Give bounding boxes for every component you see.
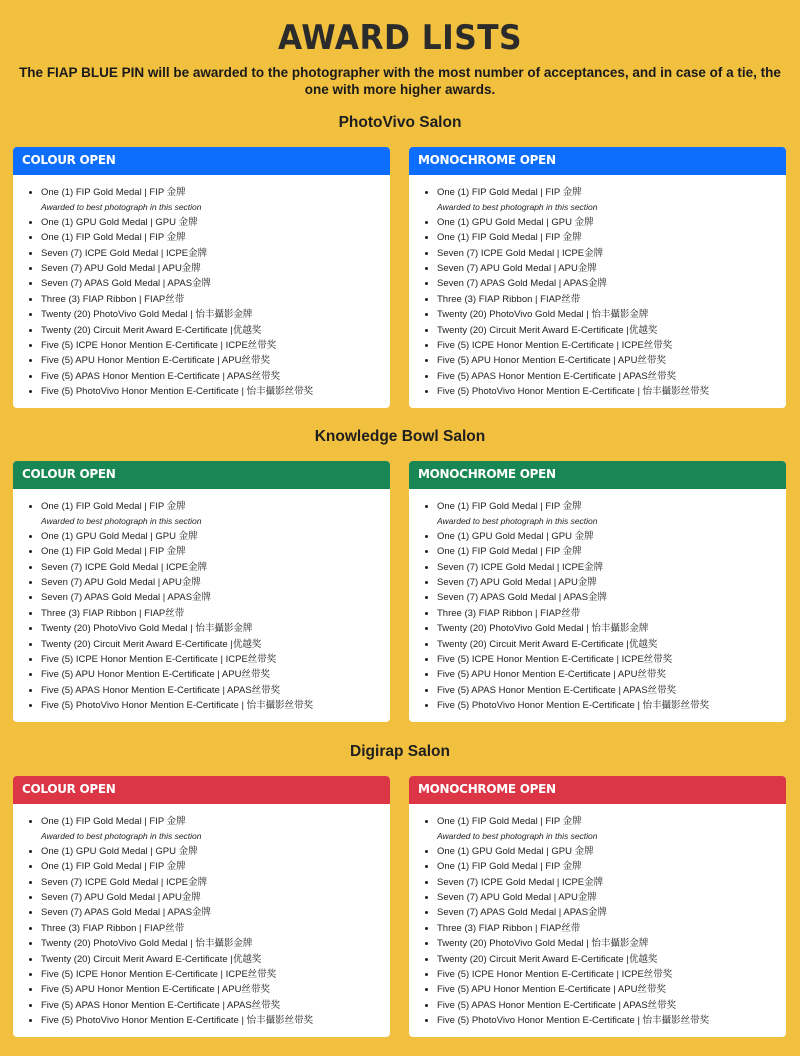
award-item xyxy=(437,307,786,322)
award-item-text: Five (5) PhotoVivo Honor Mention E-Certificate | 怡丰攝影丝带奖 xyxy=(437,386,710,398)
award-item-text: Five (5) APAS Honor Mention E-Certificate | APAS丝带奖 xyxy=(41,999,281,1011)
award-item-text: Three (3) FIAP Ribbon | FIAP丝带 xyxy=(437,607,581,619)
award-item xyxy=(41,499,390,529)
award-item-text: Five (5) APU Honor Mention E-Certificate | APU丝带奖 xyxy=(41,355,270,367)
award-card-photovivo-colour xyxy=(13,147,390,408)
award-item-text: One (1) FIP Gold Medal | FIP 金牌 xyxy=(41,232,186,244)
award-item-text: Five (5) APU Honor Mention E-Certificate | APU丝带奖 xyxy=(437,355,666,367)
award-item xyxy=(41,575,390,590)
award-item xyxy=(437,560,786,575)
award-item-text: Seven (7) APAS Gold Medal | APAS金牌 xyxy=(437,592,608,604)
award-item-text: Three (3) FIAP Ribbon | FIAP丝带 xyxy=(41,607,185,619)
award-item xyxy=(437,1013,786,1028)
award-item xyxy=(437,859,786,874)
award-item-text: Seven (7) APU Gold Medal | APU金牌 xyxy=(437,892,597,904)
card-header: MONOCHROME OPEN xyxy=(409,147,786,175)
award-item xyxy=(437,323,786,338)
award-item-text: Seven (7) ICPE Gold Medal | ICPE金牌 xyxy=(437,247,604,259)
award-note: Awarded to best photograph in this section xyxy=(41,202,202,213)
award-item xyxy=(41,875,390,890)
award-item xyxy=(41,637,390,652)
award-item xyxy=(437,844,786,859)
award-item-text: One (1) GPU Gold Medal | GPU 金牌 xyxy=(41,530,198,542)
award-item xyxy=(437,875,786,890)
award-item xyxy=(41,185,390,215)
award-item-text: Five (5) PhotoVivo Honor Mention E-Certificate | 怡丰攝影丝带奖 xyxy=(437,1015,710,1027)
award-item xyxy=(41,369,390,384)
card-body xyxy=(409,489,786,714)
intro-text: The FIAP BLUE PIN will be awarded to the photographer with the most number of acceptances, and in case of a tie, the one with more higher awards. xyxy=(19,65,781,97)
award-item xyxy=(41,667,390,682)
award-item xyxy=(437,230,786,245)
award-list xyxy=(39,499,390,714)
award-item xyxy=(41,936,390,951)
award-item xyxy=(437,369,786,384)
award-item-text: Five (5) ICPE Honor Mention E-Certificate | ICPE丝带奖 xyxy=(437,654,673,666)
award-item xyxy=(41,683,390,698)
award-item xyxy=(437,921,786,936)
award-item-text: One (1) GPU Gold Medal | GPU 金牌 xyxy=(41,845,198,857)
award-item-text: Seven (7) APAS Gold Medal | APAS金牌 xyxy=(41,907,212,919)
card-body xyxy=(13,489,390,714)
award-item xyxy=(437,261,786,276)
award-item-text: Five (5) ICPE Honor Mention E-Certificate | ICPE丝带奖 xyxy=(41,340,277,352)
award-item xyxy=(41,261,390,276)
award-item xyxy=(437,276,786,291)
award-item xyxy=(41,1013,390,1028)
award-item xyxy=(437,667,786,682)
award-item-text: One (1) GPU Gold Medal | GPU 金牌 xyxy=(41,216,198,228)
award-card-photovivo-mono xyxy=(409,147,786,408)
salon-heading-knowledge-bowl: Knowledge Bowl Salon xyxy=(314,428,486,445)
award-item xyxy=(41,905,390,920)
award-item-text: Five (5) APU Honor Mention E-Certificate | APU丝带奖 xyxy=(41,669,270,681)
card-header: COLOUR OPEN xyxy=(13,776,390,804)
award-item-text: Five (5) APU Honor Mention E-Certificate | APU丝带奖 xyxy=(437,984,666,996)
award-item-text: Twenty (20) Circuit Merit Award E-Certificate |优越奖 xyxy=(41,953,262,965)
award-item xyxy=(41,215,390,230)
award-item xyxy=(437,529,786,544)
award-item xyxy=(437,590,786,605)
award-item-text: Five (5) APAS Honor Mention E-Certificate | APAS丝带奖 xyxy=(41,370,281,382)
award-item xyxy=(41,998,390,1013)
card-body xyxy=(13,175,390,400)
award-item xyxy=(41,307,390,322)
award-card-digirap-mono xyxy=(409,776,786,1037)
award-item-text: One (1) FIP Gold Medal | FIP 金牌 xyxy=(41,187,186,198)
award-item-text: Twenty (20) Circuit Merit Award E-Certificate |优越奖 xyxy=(41,638,262,650)
award-item xyxy=(41,606,390,621)
award-item xyxy=(41,323,390,338)
award-item xyxy=(41,529,390,544)
award-item xyxy=(437,499,786,529)
award-item-text: Seven (7) APU Gold Medal | APU金牌 xyxy=(41,577,201,589)
award-item xyxy=(437,905,786,920)
award-note: Awarded to best photograph in this section xyxy=(41,516,202,527)
award-item xyxy=(41,276,390,291)
card-header: COLOUR OPEN xyxy=(13,461,390,489)
award-item-text: Five (5) APAS Honor Mention E-Certificate | APAS丝带奖 xyxy=(41,684,281,696)
award-item-text: One (1) FIP Gold Medal | FIP 金牌 xyxy=(437,187,582,198)
award-list xyxy=(39,185,390,400)
award-item xyxy=(41,292,390,307)
award-item xyxy=(437,637,786,652)
award-note: Awarded to best photograph in this section xyxy=(437,516,598,527)
award-item-text: Five (5) ICPE Honor Mention E-Certificate | ICPE丝带奖 xyxy=(41,969,277,981)
award-note: Awarded to best photograph in this section xyxy=(41,831,202,842)
award-item-text: Seven (7) ICPE Gold Medal | ICPE金牌 xyxy=(437,561,604,573)
award-item xyxy=(437,621,786,636)
award-item-text: Twenty (20) Circuit Merit Award E-Certificate |优越奖 xyxy=(437,324,658,336)
award-item-text: Five (5) APAS Honor Mention E-Certificate | APAS丝带奖 xyxy=(437,684,677,696)
award-item xyxy=(437,544,786,559)
award-item-text: One (1) FIP Gold Medal | FIP 金牌 xyxy=(41,501,186,512)
award-card-digirap-colour xyxy=(13,776,390,1037)
award-item xyxy=(41,246,390,261)
award-item-text: One (1) FIP Gold Medal | FIP 金牌 xyxy=(437,232,582,244)
award-item-text: Five (5) PhotoVivo Honor Mention E-Certificate | 怡丰攝影丝带奖 xyxy=(41,700,314,712)
award-item-text: One (1) FIP Gold Medal | FIP 金牌 xyxy=(437,861,582,873)
card-header: MONOCHROME OPEN xyxy=(409,776,786,804)
page-title: AWARD LISTS xyxy=(277,18,523,58)
award-list xyxy=(435,185,786,400)
award-item xyxy=(41,560,390,575)
award-item-text: Five (5) APU Honor Mention E-Certificate | APU丝带奖 xyxy=(41,984,270,996)
award-item-text: One (1) FIP Gold Medal | FIP 金牌 xyxy=(437,546,582,558)
award-item xyxy=(437,890,786,905)
award-item xyxy=(437,652,786,667)
award-item xyxy=(437,185,786,215)
award-item xyxy=(41,952,390,967)
award-item-text: Seven (7) APAS Gold Medal | APAS金牌 xyxy=(437,907,608,919)
award-item-text: Three (3) FIAP Ribbon | FIAP丝带 xyxy=(41,293,185,305)
award-item xyxy=(437,698,786,713)
award-list xyxy=(39,814,390,1029)
award-list xyxy=(435,499,786,714)
salon-heading-digirap: Digirap Salon xyxy=(350,743,450,760)
award-item xyxy=(437,952,786,967)
award-item-text: Five (5) ICPE Honor Mention E-Certificate | ICPE丝带奖 xyxy=(437,340,673,352)
award-item xyxy=(437,606,786,621)
award-item-text: One (1) GPU Gold Medal | GPU 金牌 xyxy=(437,216,594,228)
award-item-text: Twenty (20) Circuit Merit Award E-Certificate |优越奖 xyxy=(41,324,262,336)
award-item xyxy=(437,215,786,230)
award-item-text: One (1) FIP Gold Medal | FIP 金牌 xyxy=(437,816,582,827)
award-item-text: Twenty (20) PhotoVivo Gold Medal | 怡丰攝影金牌 xyxy=(41,309,253,321)
award-item xyxy=(437,338,786,353)
award-item xyxy=(437,575,786,590)
award-item xyxy=(437,967,786,982)
award-item xyxy=(41,698,390,713)
award-item-text: Five (5) PhotoVivo Honor Mention E-Certificate | 怡丰攝影丝带奖 xyxy=(41,1015,314,1027)
award-item-text: Twenty (20) PhotoVivo Gold Medal | 怡丰攝影金牌 xyxy=(41,938,253,950)
award-item-text: Five (5) PhotoVivo Honor Mention E-Certificate | 怡丰攝影丝带奖 xyxy=(41,386,314,398)
card-header: MONOCHROME OPEN xyxy=(409,461,786,489)
award-item-text: Twenty (20) PhotoVivo Gold Medal | 怡丰攝影金牌 xyxy=(41,623,253,635)
award-item-text: Seven (7) APAS Gold Medal | APAS金牌 xyxy=(41,592,212,604)
award-item xyxy=(437,292,786,307)
award-item-text: Seven (7) ICPE Gold Medal | ICPE金牌 xyxy=(437,876,604,888)
award-note: Awarded to best photograph in this section xyxy=(437,831,598,842)
award-item xyxy=(437,982,786,997)
card-header: COLOUR OPEN xyxy=(13,147,390,175)
award-item xyxy=(437,353,786,368)
award-item-text: One (1) FIP Gold Medal | FIP 金牌 xyxy=(437,501,582,512)
award-item-text: Three (3) FIAP Ribbon | FIAP丝带 xyxy=(41,922,185,934)
award-item xyxy=(41,384,390,399)
award-item-text: Seven (7) APU Gold Medal | APU金牌 xyxy=(41,263,201,275)
award-item-text: One (1) GPU Gold Medal | GPU 金牌 xyxy=(437,530,594,542)
award-item-text: Five (5) PhotoVivo Honor Mention E-Certificate | 怡丰攝影丝带奖 xyxy=(437,700,710,712)
award-item xyxy=(437,936,786,951)
award-item xyxy=(41,544,390,559)
card-body xyxy=(13,804,390,1029)
award-item-text: Five (5) ICPE Honor Mention E-Certificate | ICPE丝带奖 xyxy=(437,969,673,981)
award-item-text: Twenty (20) PhotoVivo Gold Medal | 怡丰攝影金牌 xyxy=(437,623,649,635)
award-item-text: Seven (7) ICPE Gold Medal | ICPE金牌 xyxy=(41,561,208,573)
award-item xyxy=(41,590,390,605)
award-item-text: Twenty (20) PhotoVivo Gold Medal | 怡丰攝影金牌 xyxy=(437,309,649,321)
award-item-text: Twenty (20) Circuit Merit Award E-Certificate |优越奖 xyxy=(437,638,658,650)
award-item xyxy=(437,814,786,844)
award-item-text: Seven (7) ICPE Gold Medal | ICPE金牌 xyxy=(41,247,208,259)
award-item-text: Seven (7) APU Gold Medal | APU金牌 xyxy=(437,263,597,275)
award-item xyxy=(41,230,390,245)
card-body xyxy=(409,175,786,400)
award-item xyxy=(41,338,390,353)
award-item xyxy=(41,890,390,905)
award-item-text: Seven (7) APAS Gold Medal | APAS金牌 xyxy=(437,278,608,290)
award-item xyxy=(437,683,786,698)
card-body xyxy=(409,804,786,1029)
award-item-text: One (1) FIP Gold Medal | FIP 金牌 xyxy=(41,816,186,827)
award-item-text: Seven (7) APAS Gold Medal | APAS金牌 xyxy=(41,278,212,290)
award-item-text: Five (5) APAS Honor Mention E-Certificate | APAS丝带奖 xyxy=(437,370,677,382)
award-item xyxy=(41,814,390,844)
award-item-text: Seven (7) APU Gold Medal | APU金牌 xyxy=(41,892,201,904)
award-note: Awarded to best photograph in this section xyxy=(437,202,598,213)
award-item xyxy=(41,353,390,368)
award-item-text: Seven (7) APU Gold Medal | APU金牌 xyxy=(437,577,597,589)
award-list xyxy=(435,814,786,1029)
award-item-text: One (1) FIP Gold Medal | FIP 金牌 xyxy=(41,861,186,873)
award-item xyxy=(41,652,390,667)
award-item xyxy=(437,998,786,1013)
award-item xyxy=(41,859,390,874)
award-item-text: Five (5) APAS Honor Mention E-Certificate | APAS丝带奖 xyxy=(437,999,677,1011)
award-item xyxy=(437,384,786,399)
award-item xyxy=(41,982,390,997)
award-card-knowledge-bowl-mono xyxy=(409,461,786,722)
award-item-text: Three (3) FIAP Ribbon | FIAP丝带 xyxy=(437,922,581,934)
award-item-text: Five (5) APU Honor Mention E-Certificate | APU丝带奖 xyxy=(437,669,666,681)
award-item-text: Seven (7) ICPE Gold Medal | ICPE金牌 xyxy=(41,876,208,888)
award-item-text: Five (5) ICPE Honor Mention E-Certificate | ICPE丝带奖 xyxy=(41,654,277,666)
award-item-text: Twenty (20) PhotoVivo Gold Medal | 怡丰攝影金牌 xyxy=(437,938,649,950)
award-item xyxy=(41,621,390,636)
award-item-text: Three (3) FIAP Ribbon | FIAP丝带 xyxy=(437,293,581,305)
award-item-text: One (1) FIP Gold Medal | FIP 金牌 xyxy=(41,546,186,558)
award-item-text: One (1) GPU Gold Medal | GPU 金牌 xyxy=(437,845,594,857)
award-item-text: Twenty (20) Circuit Merit Award E-Certificate |优越奖 xyxy=(437,953,658,965)
award-item xyxy=(41,967,390,982)
award-card-knowledge-bowl-colour xyxy=(13,461,390,722)
award-item xyxy=(437,246,786,261)
award-item xyxy=(41,844,390,859)
salon-heading-photovivo: PhotoVivo Salon xyxy=(338,114,462,131)
award-item xyxy=(41,921,390,936)
